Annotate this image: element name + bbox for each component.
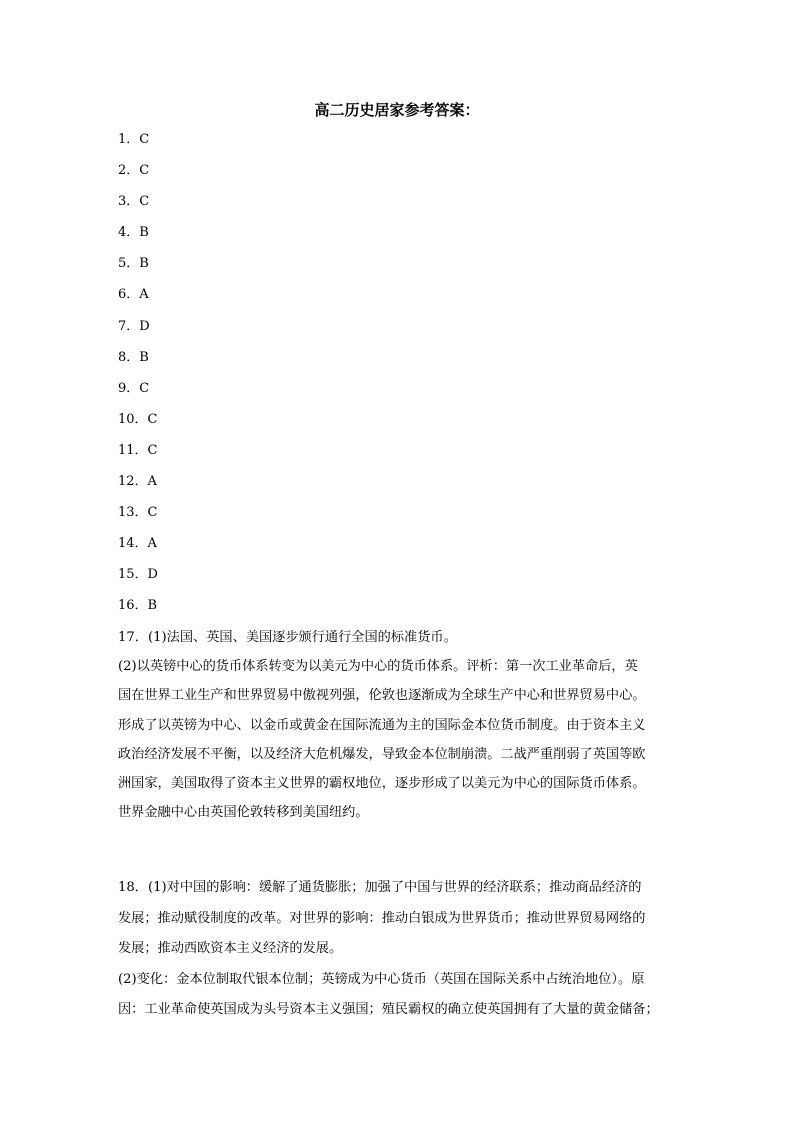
answer-item: 6．A [118,287,149,303]
paragraph-line: 世界金融中心由英国伦敦转移到美国纽约。 [118,805,369,821]
answer-item: 2．C [118,163,150,179]
paragraph-line: 17．(1)法国、英国、美国逐步颁行通行全国的标准货币。 [118,630,457,645]
answer-item: 5．B [118,256,149,272]
paragraph-line: 形成了以英镑为中心、以金币或黄金在国际流通为主的国际金本位货币制度。由于资本主义 [118,717,646,733]
answer-item: 12．A [118,474,157,490]
answer-item: 15．D [118,567,158,583]
answer-item: 9．C [118,380,150,396]
answer-item: 3．C [118,194,150,210]
question-17-answer [118,623,688,827]
answer-item: 11．C [118,442,158,458]
paragraph-line: (2)变化：金本位制取代银本位制；英镑成为中心货币（英国在国际关系中占统治地位）。原 [118,971,645,987]
paragraph-line: 发展；推动赋役制度的改革。对世界的影响：推动白银成为世界货币；推动世界贸易网络的 [118,910,646,926]
answer-item: 4．B [118,225,149,241]
answer-item: 13．C [118,505,158,521]
paragraph-line: 国在世界工业生产和世界贸易中傲视列强，伦敦也逐渐成为全球生产中心和世界贸易中心。 [118,688,646,704]
answer-item: 8．B [118,349,149,365]
answer-list [118,124,158,622]
paragraph-line: 发展；推动西欧资本主义经济的发展。 [118,941,343,956]
answer-item: 14．A [118,536,157,552]
question-18-answer [118,873,688,1026]
paragraph-line: 政治经济发展不平衡，以及经济大危机爆发，导致金本位制崩溃。二战严重削弱了英国等欧 [118,746,646,762]
paragraph-line: 因：工业革命使英国成为头号资本主义强国；殖民霸权的确立使英国拥有了大量的黄金储备； [118,1002,659,1017]
paragraph-line: 18．(1)对中国的影响：缓解了通货膨胀；加强了中国与世界的经济联系；推动商品经济的 [118,880,642,895]
paragraph-line: (2)以英镑中心的货币体系转变为以美元为中心的货币体系。评析：第一次工业革命后，英 [118,659,638,675]
answer-item: 7．D [118,318,150,334]
answer-item: 10．C [118,411,158,427]
paragraph-line: 洲国家，美国取得了资本主义世界的霸权地位，逐步形成了以美元为中心的国际货币体系。 [118,775,646,791]
answer-item: 16．B [118,598,158,614]
page-title: 高二历史居家参考答案： [314,101,480,119]
answer-item: 1．C [118,132,150,147]
